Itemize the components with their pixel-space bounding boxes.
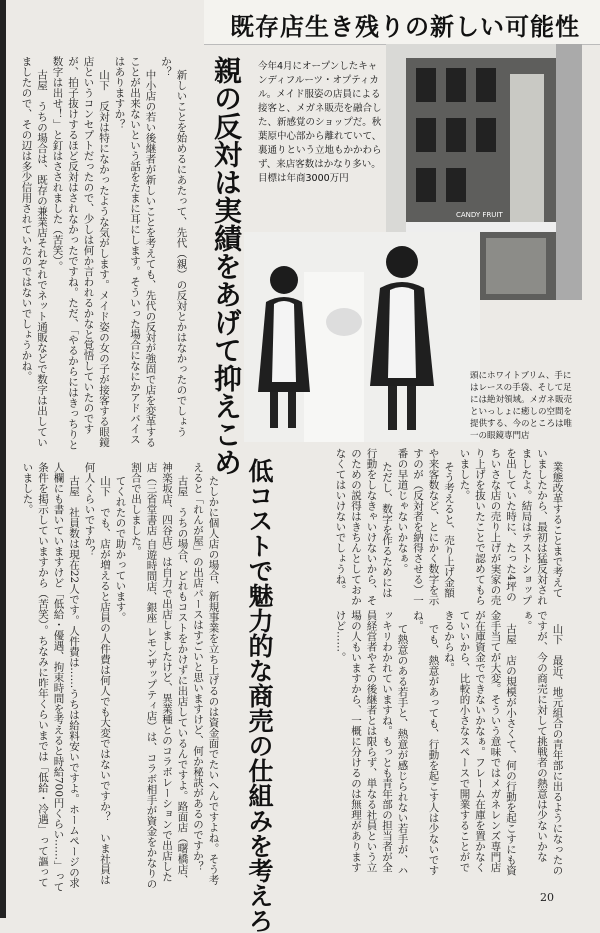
lower-paragraph: たしかに個人店の場合、新規事業を立ち上げるのは資金面でたいへんですよね。そう考えると「れんが屋」の出店パースはすごいと思いますけど、何か秘訣があるのですか？ (192, 462, 220, 885)
banner-title: 既存店生き残りの新しい可能性 (230, 13, 580, 41)
maid-photo (244, 232, 480, 442)
sign-text: CANDY FRUIT (456, 211, 503, 219)
photo-caption-top: 今年4月にオープンしたキャンディフルーツ・オプティカル。メイド服姿の店員による接客と、メガネ販売を融合した、新感覚のショップだ。秋葉原中心部から離れていて、裏通りという立地もかかわらず、来店客数はかなり多い。目標は年商3000万円 (258, 61, 382, 184)
right-paragraph: 業態改革することまで考えていましたから、最初は猛反対されましたよ。結局はテストショップを出していた時に、たった4坪のちいさな店の売り上げが実家の売り上げを抜いたことで認めてもらいました。 (458, 448, 564, 606)
lower-paragraph: 古屋 社員数は現在22人です。人件費は……うちは給料安いですよ。ホームページの求人欄にも書いていますけど「低給・優遇、拘束時間を考えると時給700円くらい……」って条件を掲示していますから（苦笑）。ちなみに昨年くらいまでは「低給・冷遇」って謳っていました。 (21, 462, 80, 892)
right-paragraph: そう考えると、売り上げ金額や来客数など、とにかく数字を示すのが（反対者を納得させる）一番の早道じゃないかなぁ。 (396, 448, 455, 606)
photo-caption-bottom: 頭にホワイトブリム、手にはレースの手袋、そして足には絶対領域。メガネ販売といっしょに癒しの空間を提供する、今のところは唯一の眼鏡専門店 (470, 371, 573, 441)
upper-paragraph: 古屋 うちの場合は、既存の兼業店それぞれでネット通販などで数字は出していましたので、その辺は多少信用されていたのではないでしょうかね。 (20, 56, 48, 448)
middle-paragraph: て熱意のある若手と、熱意が感じられない若手が、ハッキリわかれていますね。もっとも青年部の担当者が全員経営者やその後継者とは限らず、単なる社員という立場の人もいますから、一概に分けるのは無理がありますけど……。 (334, 610, 409, 876)
right-paragraph: ただし、数字を作るためには行動をしなきゃいけないから、そのための説得はきちんとしておかなくてはいけないでしょうね。 (334, 448, 393, 606)
upper-paragraph: 中小店の若い後継者が新しいことを考えても、先代の反対が強固で店を変革することが出来ないという話をたまに耳にします。そういった場合になにかアドバイスはありますか？ (113, 56, 157, 448)
lower-paragraph: 古屋 うちの場合、どれもコストをかけずに出店しているんですよ。路面店（曙橋店、神楽坂店、四谷店）は自力で出店しましたけど、異業種とのコラボレーションで出店した店（三省堂書店 自遊時間店、銀座 レモンザップティ店）は、コラボ相手が資金をかなりの割合で出しました。 (130, 462, 189, 889)
upper-article-body (8, 56, 204, 454)
middle-article-body (282, 610, 580, 882)
middle-paragraph: でも、熱意があっても、行動を起こす人は少ないですね。 (412, 610, 440, 876)
upper-paragraph: 山下 反対は特になかったような気がします。メイド姿の女の子が接客する眼鏡店というコンセプトだったので、少しは何か言われるかなと覚悟していたのですが、拍子抜けするほど反対はされなかったですね。ただ、「やるからにはきっちりと数字は出せ！」と釘はさされました（苦笑）。 (51, 56, 110, 450)
headline-lower: 低コストで魅力的な商売の仕組みを考えろ (245, 458, 274, 933)
section-banner (204, 0, 600, 45)
headline-upper: 親の反対は実績をあげて抑えこめ (210, 56, 243, 476)
lower-paragraph: てくれたので助かっています。 (114, 475, 127, 623)
middle-paragraph: 古屋 店の規模が小さくて、何の行動を起こすにも資金手当てが大変。そういう意味ではメガネレンズ専門店が在庫資金でできないかなぁ。フレーム在庫を置かなくていいから、比較的小さなスペースで開業することができるからね。 (443, 610, 517, 876)
page-number: 20 (540, 891, 554, 904)
upper-paragraph: 新しいことを始めるにあたって、先代（親）の反対とかはなかったのでしょうか？ (160, 56, 188, 437)
lower-paragraph: 山下 でも、店が増えると店員の人件費は何人でも大変ではないですか？ いま社員は何人くらいですか？ (83, 462, 111, 885)
middle-paragraph: 山下 最近、地元組合の青年部に出るようになったのですが、今の商売に対して挑戦者の熱意は少ないかなぁ。 (520, 610, 564, 876)
page-edge-bar (0, 0, 6, 918)
right-article-body (250, 448, 580, 608)
lower-article-body (8, 462, 236, 892)
maid-illustration (244, 232, 480, 442)
